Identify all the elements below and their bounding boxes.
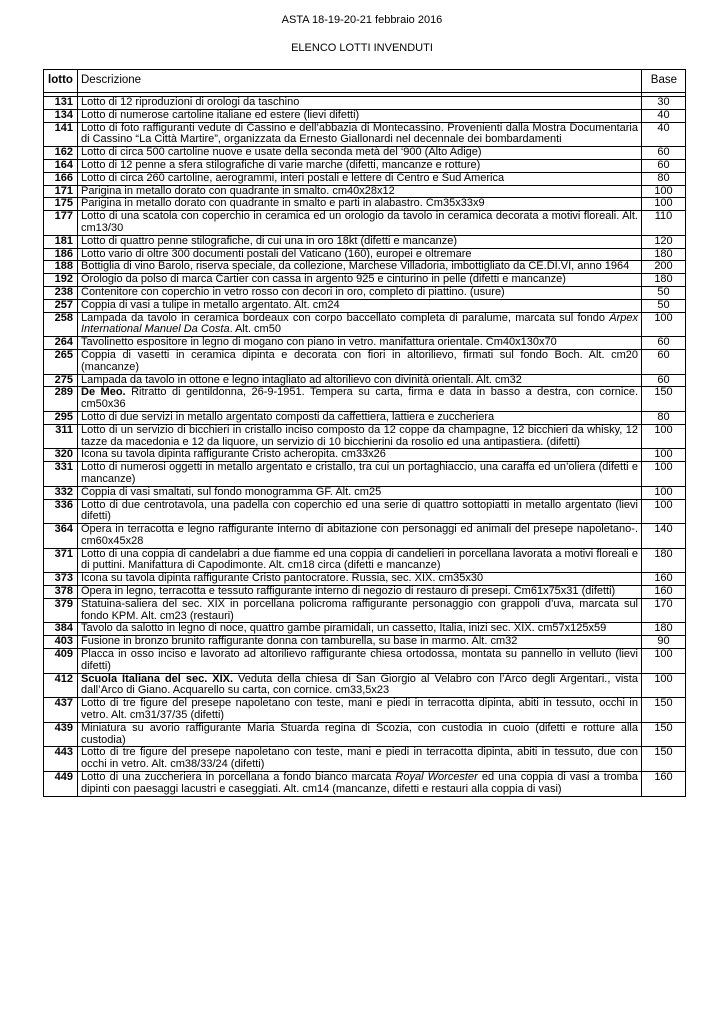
unsold-lots-table bbox=[43, 69, 686, 797]
lot-description-text: Orologio da polso di marca Cartier con cassa in argento 925 e cinturino in pelle (difetti e mancanze) bbox=[81, 273, 566, 286]
lot-description bbox=[78, 598, 642, 623]
lot-base-price: 150 bbox=[642, 387, 686, 412]
lot-description bbox=[78, 462, 642, 487]
table-row bbox=[44, 198, 686, 211]
lot-number: 311 bbox=[44, 424, 78, 449]
table-row bbox=[44, 312, 686, 337]
table-row bbox=[44, 299, 686, 312]
lot-number: 449 bbox=[44, 772, 78, 797]
lot-description bbox=[78, 772, 642, 797]
lot-description bbox=[78, 211, 642, 236]
lot-description bbox=[78, 586, 642, 599]
table-row bbox=[44, 636, 686, 649]
lot-number: 373 bbox=[44, 573, 78, 586]
lot-author: De Meo. bbox=[81, 386, 126, 399]
lot-description-text: Icona su tavola dipinta raffigurante Cristo pantocratore. Russia, sec. XIX. cm35x30 bbox=[81, 572, 484, 585]
lot-description bbox=[78, 486, 642, 499]
lot-description bbox=[78, 747, 642, 772]
lot-base-price: 80 bbox=[642, 411, 686, 424]
lot-description-text: . Alt. cm50 bbox=[229, 323, 281, 336]
lot-base-price: 60 bbox=[642, 147, 686, 160]
lot-description bbox=[78, 172, 642, 185]
lot-description-text: Lotto di 12 riproduzioni di orologi da taschino bbox=[81, 96, 300, 108]
table-body bbox=[44, 93, 686, 797]
lot-description bbox=[78, 349, 642, 374]
lot-number: 171 bbox=[44, 185, 78, 198]
lot-description bbox=[78, 337, 642, 350]
lot-description bbox=[78, 248, 642, 261]
lot-description-text: Lotto di circa 260 cartoline, aerogrammi, interi postali e lettere di Centro e Sud America bbox=[81, 171, 505, 184]
lot-maker-mark: Royal Worcester bbox=[395, 771, 478, 784]
lot-maker-mark: Arpex International Manuel Da Costa bbox=[81, 311, 638, 336]
lot-description-text: Lotto di un servizio di bicchieri in cristallo inciso composto da 12 coppe da champagne, 12 bicchieri da whisky, 12 tazze da macedonia e 12 da liquore, un servizio di 10 bicchierini da rosolio ed una antipastiera. (difetti) bbox=[81, 423, 638, 448]
lot-description-text: Ritratto di gentildonna, 26-9-1951. Tempera su carta, firma e data in basso a destra, con cornice. cm50x36 bbox=[81, 386, 639, 411]
lot-description bbox=[78, 649, 642, 674]
lot-number: 409 bbox=[44, 649, 78, 674]
lot-number: 141 bbox=[44, 122, 78, 147]
table-row bbox=[44, 649, 686, 674]
lot-base-price: 100 bbox=[642, 449, 686, 462]
lot-description-text: Lotto di numerosi oggetti in metallo argentato e cristallo, tra cui un portaghiaccio, una caraffa ed un’oliera (difetti e mancanze) bbox=[81, 461, 638, 485]
lot-description-text: Coppia di vasi smaltati, sul fondo monogramma GF. Alt. cm25 bbox=[81, 485, 382, 498]
table-row bbox=[44, 211, 686, 236]
lot-description bbox=[78, 299, 642, 312]
lot-number: 443 bbox=[44, 747, 78, 772]
lot-description-text: Lotto di una zuccheriera in porcellana a fondo bianco marcata bbox=[81, 771, 396, 784]
lot-number: 175 bbox=[44, 198, 78, 211]
lot-description-text: Contenitore con coperchio in vetro rosso con decori in oro, completo di piattino. (usure) bbox=[81, 285, 505, 298]
table-row bbox=[44, 673, 686, 698]
table-row bbox=[44, 337, 686, 350]
lot-description bbox=[78, 424, 642, 449]
lot-base-price: 50 bbox=[642, 299, 686, 312]
lot-number: 258 bbox=[44, 312, 78, 337]
lot-number: 188 bbox=[44, 261, 78, 274]
lot-description-text: Icona su tavola dipinta raffigurante Cristo acheropita. cm33x26 bbox=[81, 448, 386, 461]
lot-number: 320 bbox=[44, 449, 78, 462]
lot-base-price: 160 bbox=[642, 586, 686, 599]
lot-description bbox=[78, 387, 642, 412]
lot-description bbox=[78, 147, 642, 160]
lot-description bbox=[78, 524, 642, 549]
lot-number: 162 bbox=[44, 147, 78, 160]
lot-number: 265 bbox=[44, 349, 78, 374]
table-row bbox=[44, 598, 686, 623]
lot-description bbox=[78, 499, 642, 524]
lot-description bbox=[78, 235, 642, 248]
lot-base-price: 180 bbox=[642, 274, 686, 287]
lot-number: 403 bbox=[44, 636, 78, 649]
lot-description bbox=[78, 261, 642, 274]
auction-title: ASTA 18-19-20-21 febbraio 2016 bbox=[281, 14, 443, 26]
lot-description-text: Coppia di vasetti in ceramica dipinta e decorata con fiori in altorilievo, firmati sul fondo Boch. Alt. cm20 (mancanze) bbox=[81, 348, 638, 373]
lot-number: 412 bbox=[44, 673, 78, 698]
lot-base-price: 150 bbox=[642, 698, 686, 723]
lot-description-text: Lotto di 12 penne a sfera stilografiche di varie marche (difetti, mancanze e rotture) bbox=[81, 158, 481, 171]
lot-description bbox=[78, 374, 642, 387]
lot-number: 332 bbox=[44, 486, 78, 499]
lot-base-price: 100 bbox=[642, 649, 686, 674]
lot-number: 257 bbox=[44, 299, 78, 312]
table-row bbox=[44, 499, 686, 524]
table-row bbox=[44, 349, 686, 374]
table-row bbox=[44, 548, 686, 573]
lot-number: 177 bbox=[44, 211, 78, 236]
lot-base-price: 100 bbox=[642, 486, 686, 499]
lot-description bbox=[78, 573, 642, 586]
lot-number: 166 bbox=[44, 172, 78, 185]
lot-number: 439 bbox=[44, 722, 78, 747]
lot-number: 371 bbox=[44, 548, 78, 573]
lot-base-price: 150 bbox=[642, 747, 686, 772]
lot-description bbox=[78, 274, 642, 287]
lot-description-text: Statuina-saliera del sec. XIX in porcellana policroma raffigurante personaggio con grappoli d’uva, marcata sul fondo KPM. Alt. cm23 (restauri) bbox=[81, 597, 638, 622]
lot-base-price: 170 bbox=[642, 598, 686, 623]
lot-number: 379 bbox=[44, 598, 78, 623]
lot-description-text: ed una coppia di vasi a tromba dipinti con paesaggi lacustri e caseggiati. Alt. cm14 (mancanze, difetti e restauri alla coppia di vasi) bbox=[81, 771, 639, 795]
lot-number: 134 bbox=[44, 109, 78, 122]
table-row bbox=[44, 411, 686, 424]
table-row bbox=[44, 623, 686, 636]
lot-number: 437 bbox=[44, 698, 78, 723]
table-row bbox=[44, 387, 686, 412]
lot-description-text: Lampada da tavolo in ottone e legno intagliato ad altorilievo con divinità orientali. Alt. cm32 bbox=[81, 373, 522, 386]
lot-base-price: 60 bbox=[642, 374, 686, 387]
lot-base-price: 40 bbox=[642, 109, 686, 122]
column-header-description: Descrizione bbox=[78, 70, 642, 93]
table-row bbox=[44, 462, 686, 487]
lot-base-price: 60 bbox=[642, 159, 686, 172]
lot-number: 186 bbox=[44, 248, 78, 261]
lot-base-price: 120 bbox=[642, 235, 686, 248]
lot-base-price: 100 bbox=[642, 462, 686, 487]
table-row bbox=[44, 248, 686, 261]
lot-description bbox=[78, 312, 642, 337]
table-row bbox=[44, 97, 686, 110]
lot-number: 364 bbox=[44, 524, 78, 549]
lot-number: 289 bbox=[44, 387, 78, 412]
table-row bbox=[44, 147, 686, 160]
lot-description-text: Lotto di tre figure del presepe napoletano con teste, mani e piedi in terracotta dipinta, abiti in tessuto, due con occhi in vetro. Alt. cm38/33/24 (difetti) bbox=[81, 746, 638, 771]
lot-base-price: 150 bbox=[642, 722, 686, 747]
lot-description bbox=[78, 286, 642, 299]
lot-description-text: Lotto di quattro penne stilografiche, di cui una in oro 18kt (difetti e mancanze) bbox=[81, 234, 458, 247]
lot-base-price: 100 bbox=[642, 185, 686, 198]
lot-description bbox=[78, 673, 642, 698]
lot-description-text: Lotto di numerose cartoline italiane ed estere (lievi difetti) bbox=[81, 108, 360, 121]
lot-base-price: 60 bbox=[642, 337, 686, 350]
table-row bbox=[44, 772, 686, 797]
lot-author: Scuola Italiana del sec. XIX. bbox=[81, 672, 234, 685]
lot-description-text: Opera in legno, terracotta e tessuto raffigurante interno di negozio di restauro di presepi. Cm61x75x31 (difetti) bbox=[81, 585, 616, 598]
lot-base-price: 180 bbox=[642, 548, 686, 573]
lot-description-text: Lotto vario di oltre 300 documenti postali del Vaticano (160), europei e oltremare bbox=[81, 247, 472, 260]
lot-description-text: Lotto di foto raffiguranti vedute di Cassino e dell’abbazia di Montecassino. Provenienti dalla Mostra Documentaria di Cassino “La Città Martire”, organizzata da Ernesto Giallonardi nel decennale dei bombardamenti bbox=[81, 121, 638, 146]
lot-base-price: 100 bbox=[642, 499, 686, 524]
table-row bbox=[44, 698, 686, 723]
lot-description bbox=[78, 698, 642, 723]
table-row bbox=[44, 109, 686, 122]
lot-base-price: 100 bbox=[642, 424, 686, 449]
lot-number: 378 bbox=[44, 586, 78, 599]
lot-number: 192 bbox=[44, 274, 78, 287]
lot-base-price: 100 bbox=[642, 312, 686, 337]
lot-description-text: Opera in terracotta e legno raffigurante interno di abitazione con personaggi ed animali del presepe napoletano-. cm60x45x28 bbox=[81, 523, 638, 547]
lot-description bbox=[78, 97, 642, 110]
table-row bbox=[44, 286, 686, 299]
lot-base-price: 80 bbox=[642, 172, 686, 185]
lot-base-price: 200 bbox=[642, 261, 686, 274]
lot-base-price: 140 bbox=[642, 524, 686, 549]
table-row bbox=[44, 185, 686, 198]
lot-description bbox=[78, 198, 642, 211]
table-row bbox=[44, 722, 686, 747]
lot-base-price: 40 bbox=[642, 122, 686, 147]
lot-description bbox=[78, 449, 642, 462]
lot-base-price: 60 bbox=[642, 349, 686, 374]
table-row bbox=[44, 159, 686, 172]
lot-number: 295 bbox=[44, 411, 78, 424]
lot-base-price: 160 bbox=[642, 772, 686, 797]
lot-description-text: Fusione in bronzo brunito raffigurante donna con tamburella, su base in marmo. Alt. cm32 bbox=[81, 635, 518, 648]
table-row bbox=[44, 449, 686, 462]
lot-number: 384 bbox=[44, 623, 78, 636]
lot-description bbox=[78, 109, 642, 122]
lot-base-price: 160 bbox=[642, 573, 686, 586]
lot-description bbox=[78, 185, 642, 198]
lot-description-text: Lotto di circa 500 cartoline nuove e usate della seconda metà del ‘900 (Alto Adige) bbox=[81, 146, 482, 159]
lot-description bbox=[78, 722, 642, 747]
lot-base-price: 50 bbox=[642, 286, 686, 299]
lot-description bbox=[78, 122, 642, 147]
lot-number: 181 bbox=[44, 235, 78, 248]
lot-description bbox=[78, 411, 642, 424]
lot-number: 131 bbox=[44, 97, 78, 110]
lot-description-text: Miniatura su avorio raffigurante Maria Stuarda regina di Scozia, con custodia in cuoio (difetti e rotture alla custodia) bbox=[81, 721, 638, 746]
lot-description bbox=[78, 548, 642, 573]
lot-description-text: Parigina in metallo dorato con quadrante in smalto e parti in alabastro. Cm35x33x9 bbox=[81, 197, 485, 210]
table-row bbox=[44, 486, 686, 499]
lot-number: 164 bbox=[44, 159, 78, 172]
lot-description-text: Lampada da tavolo in ceramica bordeaux con corpo baccellato completa di paralume, marcata sul fondo bbox=[81, 311, 610, 324]
lot-description-text: Veduta della chiesa di San Giorgio al Velabro con l’Arco degli Argentari., vista dall’Arco di Giano. Acquarello su carta, con cornice. cm33,5x23 bbox=[81, 672, 638, 697]
lot-base-price: 30 bbox=[642, 97, 686, 110]
lot-description bbox=[78, 623, 642, 636]
lot-description bbox=[78, 159, 642, 172]
lot-base-price: 110 bbox=[642, 211, 686, 236]
lot-description-text: Lotto di due servizi in metallo argentato composti da caffettiera, lattiera e zuccheriera bbox=[81, 410, 495, 423]
table-row bbox=[44, 235, 686, 248]
lot-description-text: Tavolinetto espositore in legno di mogano con piano in vetro. manifattura orientale. Cm40x130x70 bbox=[81, 336, 557, 349]
lot-base-price: 100 bbox=[642, 198, 686, 211]
lot-description-text: Bottiglia di vino Barolo, riserva speciale, da collezione, Marchese Villadoria, imbottigliato da CE.DI.VI, anno 1964 bbox=[81, 260, 630, 273]
table-row bbox=[44, 261, 686, 274]
table-row bbox=[44, 172, 686, 185]
table-row bbox=[44, 573, 686, 586]
lot-number: 331 bbox=[44, 462, 78, 487]
lot-description-text: Lotto di una scatola con coperchio in ceramica ed un orologio da tavolo in ceramica decorata a motivi floreali. Alt. cm13/30 bbox=[81, 210, 638, 234]
lot-base-price: 90 bbox=[642, 636, 686, 649]
lot-description-text: Lotto di due centrotavola, una padella con coperchio ed una serie di quattro sottopiatti in metallo argentato (lievi difetti) bbox=[81, 498, 638, 523]
list-title: ELENCO LOTTI INVENDUTI bbox=[291, 42, 433, 54]
table-row bbox=[44, 747, 686, 772]
table-row bbox=[44, 374, 686, 387]
table-row bbox=[44, 122, 686, 147]
lot-base-price: 180 bbox=[642, 623, 686, 636]
lot-description-text: Lotto di una coppia di candelabri a due fiamme ed una coppia di candelieri in porcellana lavorata a motivi floreali e di puttini. Manifattura di Capodimonte. Alt. cm18 circa (difetti e mancanze) bbox=[81, 547, 638, 572]
lot-description-text: Lotto di tre figure del presepe napoletano con teste, mani e piedi in terracotta dipinta, abiti in tessuto, occhi in vetro. Alt. cm31/37/35 (difetti) bbox=[81, 697, 638, 722]
lot-description-text: Parigina in metallo dorato con quadrante in smalto. cm40x28x12 bbox=[81, 184, 395, 197]
lot-number: 238 bbox=[44, 286, 78, 299]
lot-description-text: Placca in osso inciso e lavorato ad altorilievo raffigurante chiesa ortodossa, montata su pannello in velluto (lievi difetti) bbox=[81, 648, 638, 672]
lot-base-price: 100 bbox=[642, 673, 686, 698]
lot-base-price: 180 bbox=[642, 248, 686, 261]
lot-description-text: Tavolo da salotto in legno di noce, quattro gambe piramidali, un cassetto, Italia, inizi sec. XIX. cm57x125x59 bbox=[81, 622, 607, 635]
column-header-lot: lotto bbox=[44, 70, 78, 93]
lot-number: 264 bbox=[44, 337, 78, 350]
column-header-base: Base bbox=[642, 70, 686, 93]
lot-number: 275 bbox=[44, 374, 78, 387]
table-row bbox=[44, 274, 686, 287]
lot-description bbox=[78, 636, 642, 649]
table-row bbox=[44, 424, 686, 449]
lot-number: 336 bbox=[44, 499, 78, 524]
lot-description-text: Coppia di vasi a tulipe in metallo argentato. Alt. cm24 bbox=[81, 298, 340, 311]
table-row bbox=[44, 524, 686, 549]
table-row bbox=[44, 586, 686, 599]
table-header-row bbox=[44, 70, 686, 93]
